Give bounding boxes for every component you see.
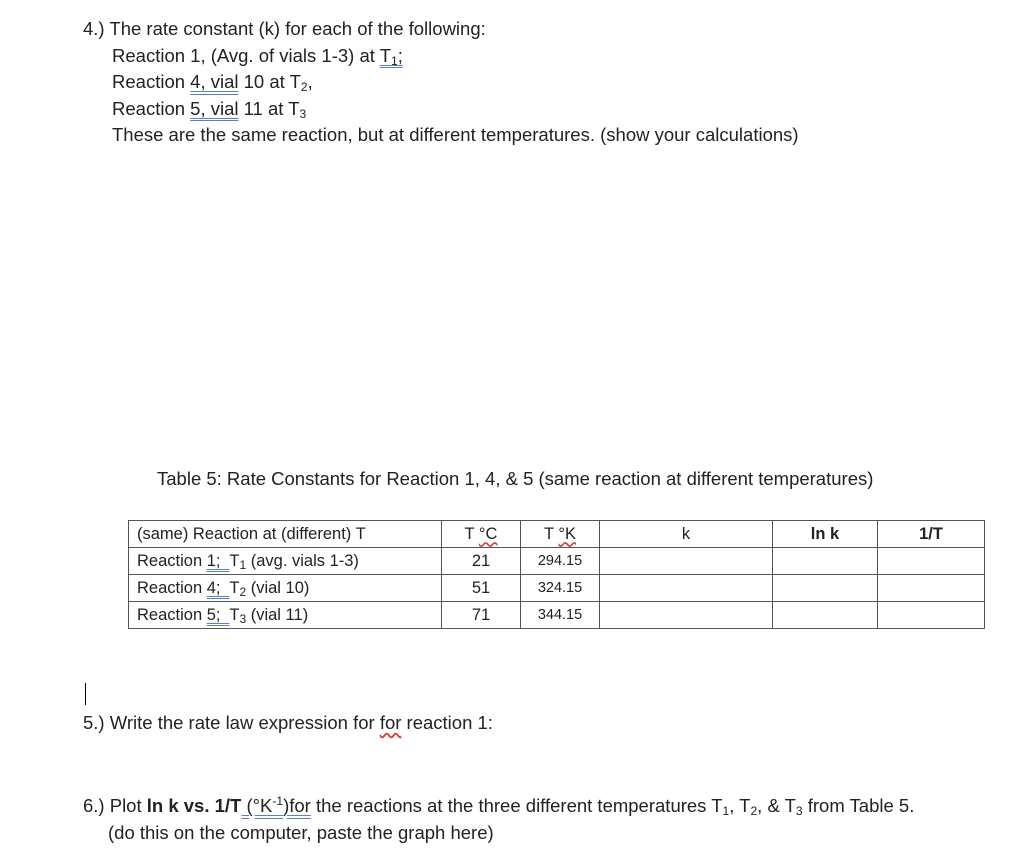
header-temp-kelvin: T °K: [521, 521, 600, 548]
cell-reaction: Reaction 1; $T_1$ (avg. vials 1-3): [129, 548, 442, 575]
cell-ln-k[interactable]: [773, 575, 878, 602]
q4-item-reaction-1: [83, 43, 799, 70]
table-header-row: [129, 521, 985, 548]
cell-temp-kelvin[interactable]: 294.15: [521, 548, 600, 575]
cell-k[interactable]: [600, 575, 773, 602]
cell-inverse-t[interactable]: [878, 602, 985, 629]
cell-k[interactable]: [600, 548, 773, 575]
cell-temp-celsius[interactable]: 71: [442, 602, 521, 629]
q4-item-4-underlined: 4, vial: [190, 71, 239, 92]
cell-k[interactable]: [600, 602, 773, 629]
rate-constants-table: [128, 520, 985, 629]
header-reaction: (same) Reaction at (different) T: [129, 521, 442, 548]
question-4: [83, 16, 799, 149]
cell-ln-k[interactable]: [773, 602, 878, 629]
cell-temp-kelvin[interactable]: 324.15: [521, 575, 600, 602]
q4-item-1-temp: $T_1$;: [379, 44, 403, 68]
cell-reaction: Reaction 4; $T_2$ (vial 10): [129, 575, 442, 602]
q4-item-reaction-5: Reaction 5, vial 11 at $T_3$: [112, 97, 307, 121]
q6-line-2: (do this on the computer, paste the graph here): [108, 822, 494, 843]
q4-item-5-underlined: 5, vial: [190, 97, 239, 119]
header-k: k: [600, 521, 773, 548]
header-ln-k: ln k: [773, 521, 878, 548]
q4-item-reaction-4: Reaction 4, vial 10 at $T_2$,: [112, 71, 313, 94]
q4-note: These are the same reaction, but at different temperatures. (show your calculations): [112, 124, 799, 145]
header-temp-celsius: T °C: [442, 521, 521, 548]
text-cursor: [85, 683, 86, 705]
cell-ln-k[interactable]: [773, 548, 878, 575]
cell-inverse-t[interactable]: [878, 575, 985, 602]
cell-temp-celsius[interactable]: 21: [442, 548, 521, 575]
cell-temp-kelvin[interactable]: 344.15: [521, 602, 600, 629]
q4-item-1-text: Reaction 1, (Avg. of vials 1-3) at: [112, 44, 380, 66]
question-6: [83, 792, 914, 846]
table-row: [129, 602, 985, 629]
q4-heading: 4.) The rate constant (k) for each of the following:: [83, 18, 486, 39]
table-row: [129, 548, 985, 575]
table-caption: Table 5: Rate Constants for Reaction 1, 4, & 5 (same reaction at different temperatures): [157, 468, 874, 489]
q6-bold-text: ln k vs. 1/T: [146, 795, 242, 816]
header-inverse-t: 1/T: [878, 521, 985, 548]
cell-temp-celsius[interactable]: 51: [442, 575, 521, 602]
question-5: 5.) Write the rate law expression for for reaction 1:: [83, 712, 493, 733]
q5-repeated-word: for: [379, 712, 402, 733]
cell-reaction: Reaction 5; $T_3$ (vial 11): [129, 602, 442, 629]
cell-inverse-t[interactable]: [878, 548, 985, 575]
q6-line-1: 6.) Plot ln k vs. 1/T $(^\circ K^{-1})for$ the reactions at the three different temperatures $T_1$, $T_2$, & $T_3$ from Table 5.: [83, 794, 915, 818]
table-row: [129, 575, 985, 602]
